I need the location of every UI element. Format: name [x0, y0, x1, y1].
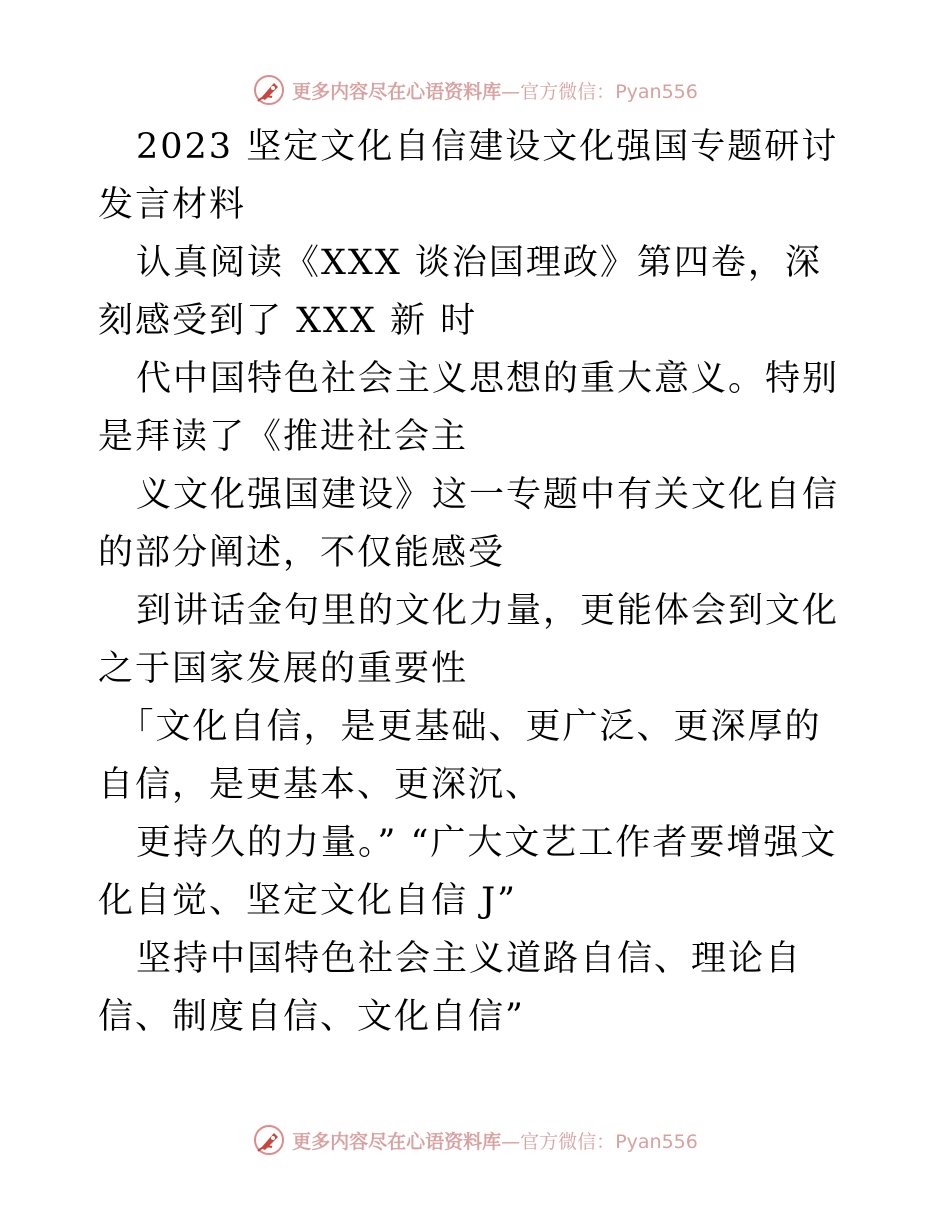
watermark-site-name: 更多内容尽在心语资料库 — [292, 1130, 502, 1153]
paragraph: 代中国特色社会主义思想的重大意义。特别是拜读了《推进社会主 — [98, 359, 840, 457]
paragraph: ｢文化自信，是更基础、更广泛、更深厚的自信，是更基本、更深沉、 — [98, 707, 822, 805]
watermark-wechat-label: 官方微信： — [520, 1130, 616, 1153]
pen-nib-logo-icon — [252, 73, 286, 107]
header-watermark — [0, 70, 950, 110]
document-title: 2023 坚定文化自信建设文化强国专题研讨发言材料 — [98, 127, 839, 225]
watermark-wechat-id: Pyan556 — [615, 80, 698, 103]
watermark-text — [292, 1127, 698, 1154]
watermark-wechat-label: 官方微信： — [520, 80, 616, 103]
paragraph: 义文化强国建设》这一专题中有关文化自信的部分阐述，不仅能感受 — [98, 475, 840, 573]
paragraph: 更持久的力量。” “广大文艺工作者要增强文化自觉、坚定文化自信 J” — [98, 823, 838, 921]
document-body — [98, 118, 858, 1046]
watermark-text — [292, 77, 698, 104]
watermark-site-name: 更多内容尽在心语资料库 — [292, 80, 502, 103]
watermark-dash: — — [501, 80, 521, 103]
paragraph: 坚持中国特色社会主义道路自信、理论自信、制度自信、文化自信” — [98, 939, 803, 1037]
paragraph: 到讲话金句里的文化力量，更能体会到文化之于国家发展的重要性 — [98, 591, 840, 689]
pen-nib-logo-icon — [252, 1123, 286, 1157]
footer-watermark — [0, 1120, 950, 1160]
watermark-wechat-id: Pyan556 — [615, 1130, 698, 1153]
watermark-dash: — — [501, 1130, 521, 1153]
paragraph: 认真阅读《XXX 谈治国理政》第四卷，深刻感受到了 XXX 新 时 — [98, 243, 822, 341]
